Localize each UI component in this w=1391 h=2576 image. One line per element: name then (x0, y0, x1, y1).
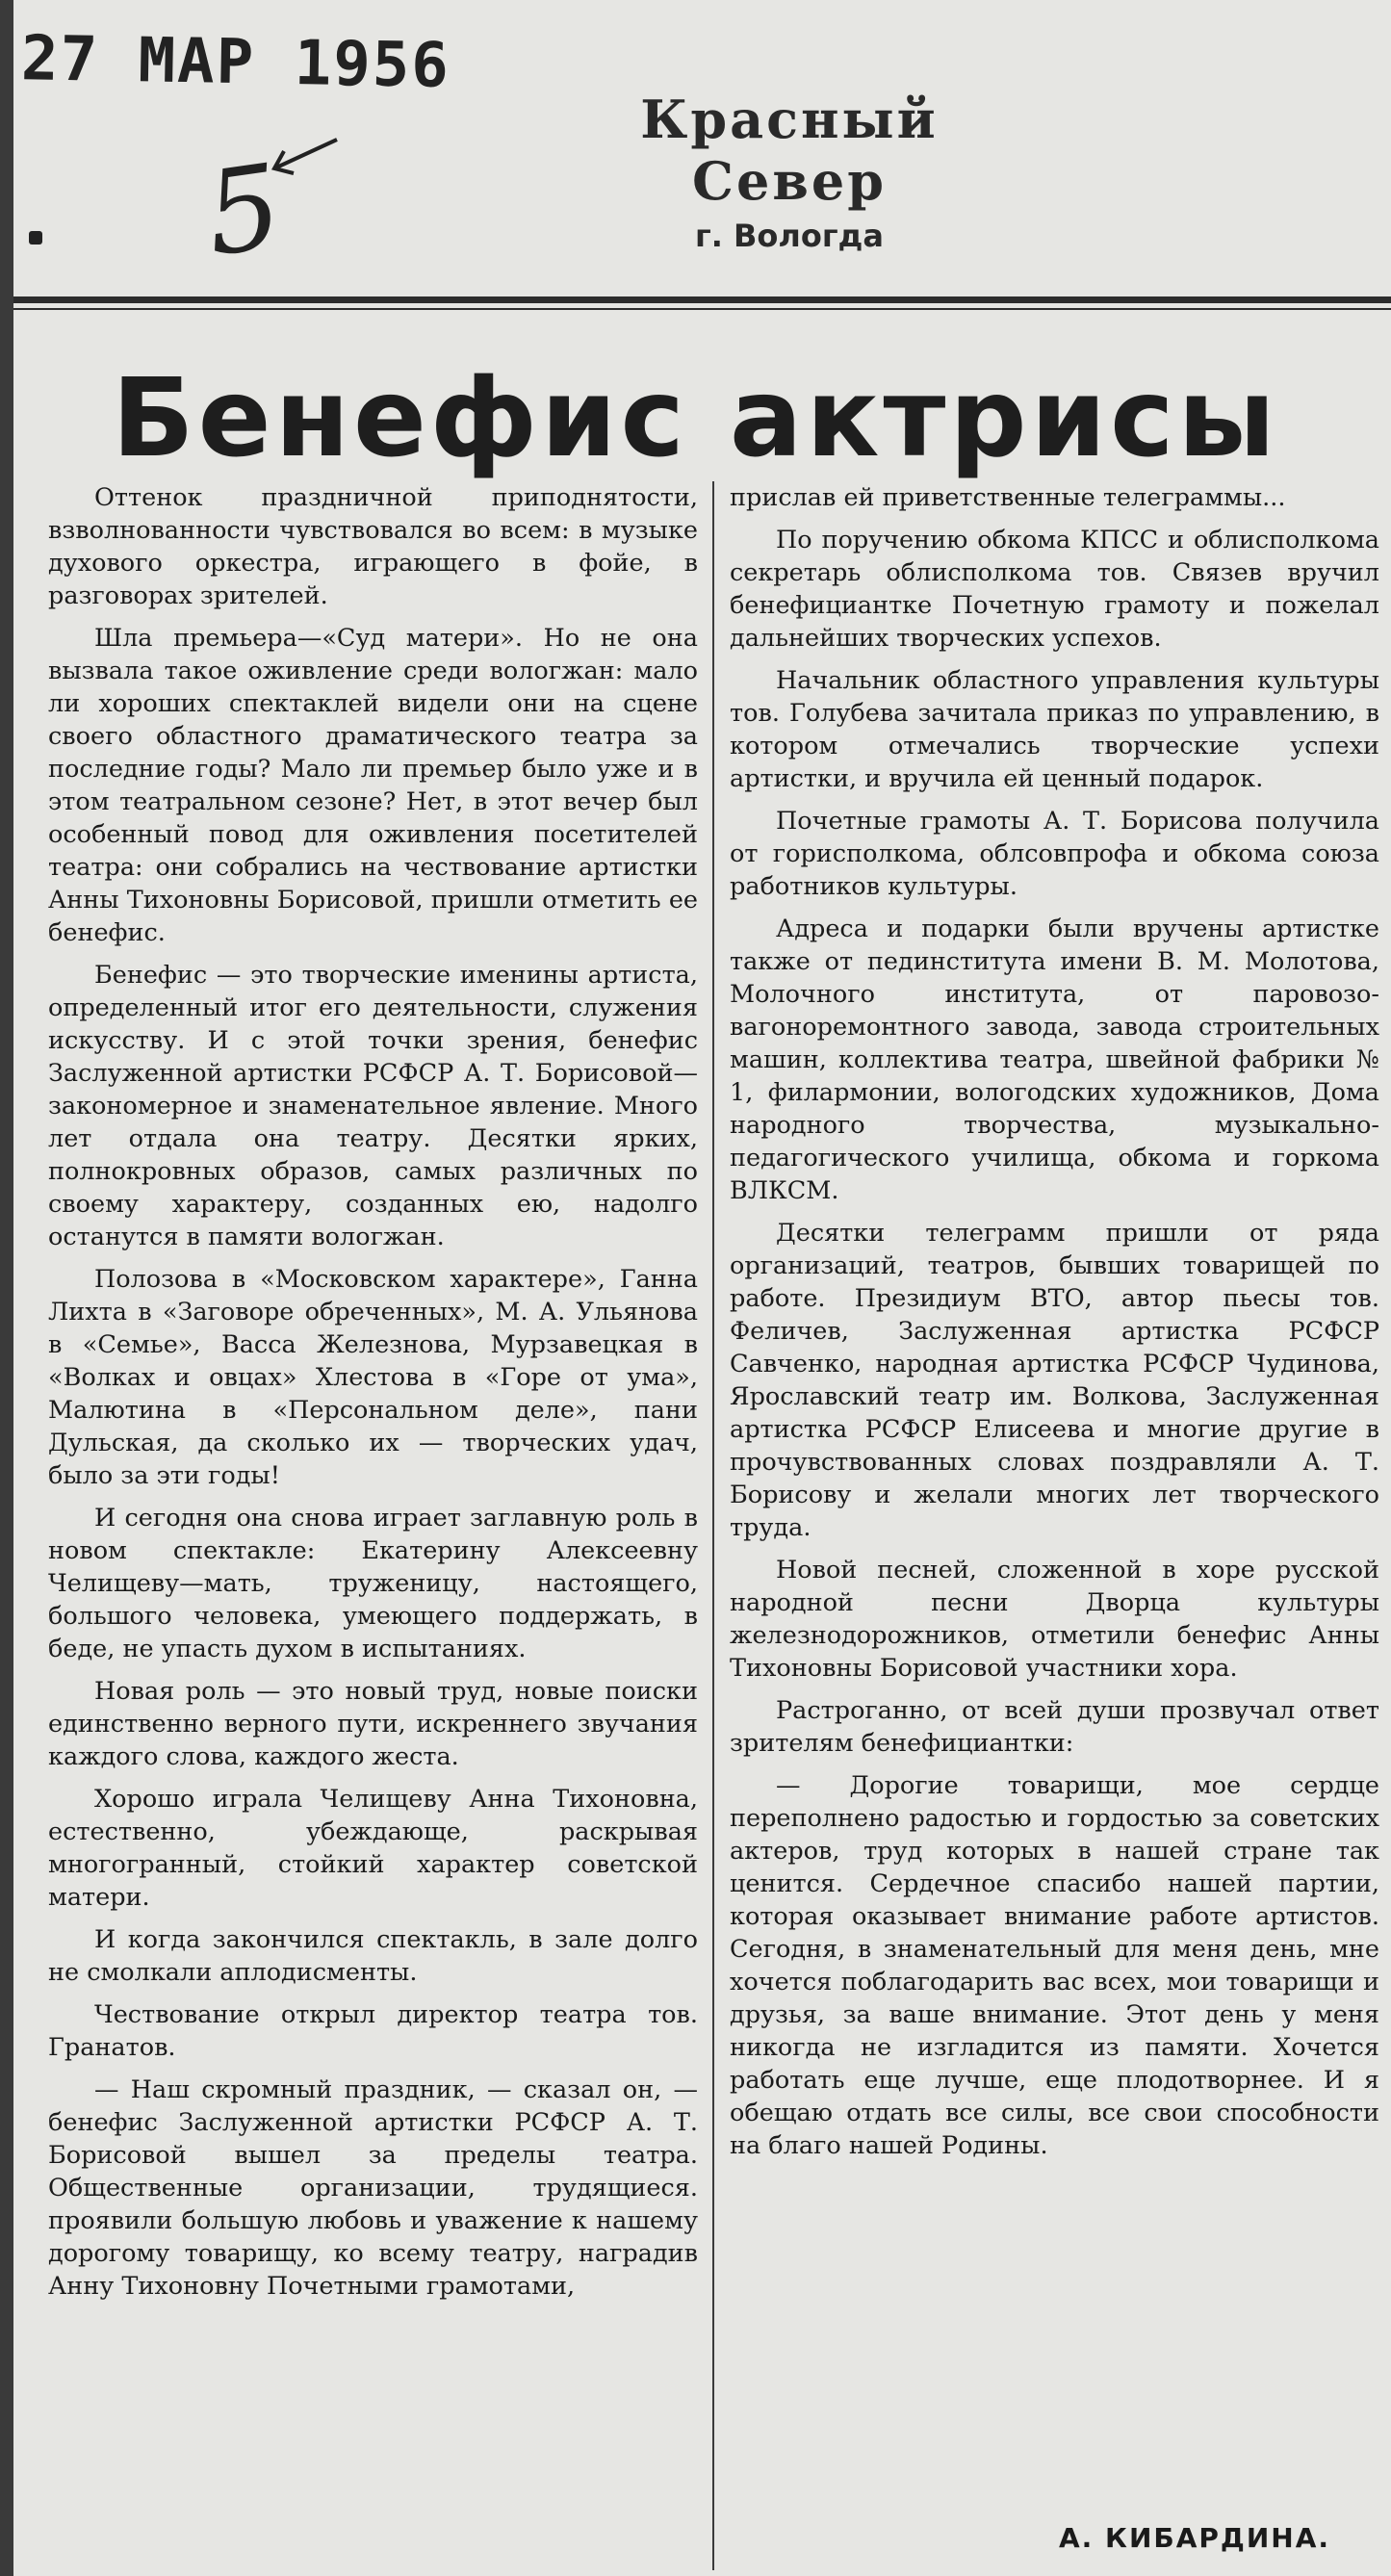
paragraph: прислав ей приветственные телеграммы... (730, 483, 1286, 512)
paragraph: Десятки телеграмм пришли от ряда организаций, театров, бывших товарищей по работе. Президиум ВТО, автор пьесы тов. Феличев, Заслуженная артистка РСФСР Савченко, народная артистка РСФСР Чудинова, Ярославский театр им. Волкова, Заслуженная артистка РСФСР Елисеева и многие другие в прочувствованных словах поздравляли А. Т. Борисову и желали многих лет творческого труда. (730, 1219, 1379, 1542)
paragraph: И когда закончился спектакль, в зале долго не смолкали аплодисменты. (48, 1925, 698, 1987)
paragraph: Бенефис — это творческие именины артиста, определенный итог его деятельности, служения искусству. И с этой точки зрения, бенефис Заслуженной артистки РСФСР А. Т. Борисовой—закономерное и знаменательное явление. Много лет отдала она театру. Десятки ярких, полнокровных образов, самых различных по своему характеру, созданных ею, надолго останутся в памяти вологжан. (48, 961, 698, 1251)
paragraph: Оттенок праздничной приподнятости, взволнованности чувствовался во всем: в музыке духового оркестра, играющего в фойе, в разговорах зрителей. (48, 483, 698, 610)
article-right-column (730, 481, 1379, 2172)
newspaper-city: г. Вологда (695, 218, 884, 254)
handwritten-arrow-icon (270, 130, 347, 188)
paragraph: Новой песней, сложенной в хоре русской народной песни Дворца культуры железнодорожников, отметили бенефис Анны Тихоновны Борисовой участники хора. (730, 1556, 1379, 1683)
paragraph: Полозова в «Московском характере», Ганна Лихта в «Заговоре обреченных», М. А. Ульянова в «Семье», Васса Железнова, Мурзавецкая в «Волках и овцах» Хлестова в «Горе от ума», Малютина в «Персональном деле», пани Дульская, да сколько их — творческих удач, было за эти годы! (48, 1265, 698, 1490)
scan-mark (29, 231, 42, 245)
masthead (539, 89, 1040, 254)
date-stamp: 27 МАР 1956 (20, 23, 451, 102)
paragraph: И сегодня она снова играет заглавную роль в новом спектакле: Екатерину Алексеевну Челищеву—мать, труженицу, настоящего, большого человека, умеющего поддержать, в беде, не упасть духом в испытаниях. (48, 1504, 698, 1663)
paragraph: Чествование открыл директор театра тов. Гранатов. (48, 2000, 698, 2062)
article-headline: Бенефис актрисы (112, 356, 1279, 481)
author-signature: А. КИБАРДИНА. (1059, 2522, 1331, 2554)
paragraph: Новая роль — это новый труд, новые поиски единственно верного пути, искреннего звучания каждого слова, каждого жеста. (48, 1677, 698, 1771)
paragraph: Шла премьера—«Суд матери». Но не она вызвала такое оживление среди вологжан: мало ли хороших спектаклей видели они на сцене своего областного драматического театра за последние годы? Мало ли премьер было уже и в этом театральном сезоне? Нет, в этот вечер был особенный повод для оживления посетителей театра: они собрались на чествование артистки Анны Тихоновны Борисовой, пришли отметить ее бенефис. (48, 624, 698, 947)
paragraph: — Наш скромный праздник, — сказал он, — бенефис Заслуженной артистки РСФСР А. Т. Борисовой вышел за пределы театра. Общественные организации, трудящиеся. проявили большую любовь и уважение к нашему дорогому товарищу, ко всему театру, наградив Анну Тихоновну Почетными грамотами, (48, 2075, 698, 2301)
paragraph: — Дорогие товарищи, мое сердце переполнено радостью и гордостью за советских актеров, труд которых в нашей стране так ценится. Сердечное спасибо нашей партии, которая оказывает внимание работе артистов. Сегодня, в знаменательный для меня день, мне хочется поблагодарить вас всех, мои товарищи и друзья, за ваше внимание. Этот день у меня никогда не изгладится из памяти. Хочется работать еще лучше, еще плодотворнее. И я обещаю отдать все силы, все свои способности на благо нашей Родины. (730, 1771, 1379, 2160)
paragraph: Почетные грамоты А. Т. Борисова получила от горисполкома, облсовпрофа и обкома союза работников культуры. (730, 807, 1379, 901)
paragraph: По поручению обкома КПСС и облисполкома секретарь облисполкома тов. Связев вручил бенефициантке Почетную грамоту и пожелал дальнейших творческих успехов. (730, 526, 1379, 653)
handwritten-number: 5 (197, 140, 290, 283)
paragraph: Начальник областного управления культуры тов. Голубева зачитала приказ по управлению, в котором отмечались творческие успехи артистки, и вручила ей ценный подарок. (730, 666, 1379, 793)
paragraph: Адреса и подарки были вручены артистке также от пединститута имени В. М. Молотова, Молочного института, от паровозо-вагоноремонтного завода, завода строительных машин, коллектива театра, швейной фабрики № 1, филармонии, вологодских художников, Дома народного творчества, музыкально-педагогического училища, обкома и горкома ВЛКСМ. (730, 914, 1379, 1205)
paragraph: Растроганно, от всей души прозвучал ответ зрителям бенефициантки: (730, 1696, 1379, 1758)
column-divider (712, 481, 714, 2570)
article-left-column (48, 481, 698, 2312)
header-rule-thin (13, 308, 1391, 310)
newspaper-name: Красный Север (640, 89, 939, 212)
paragraph: Хорошо играла Челищеву Анна Тихоновна, естественно, убеждающе, раскрывая многогранный, стойкий характер советской матери. (48, 1785, 698, 1912)
header-rule (13, 296, 1391, 303)
